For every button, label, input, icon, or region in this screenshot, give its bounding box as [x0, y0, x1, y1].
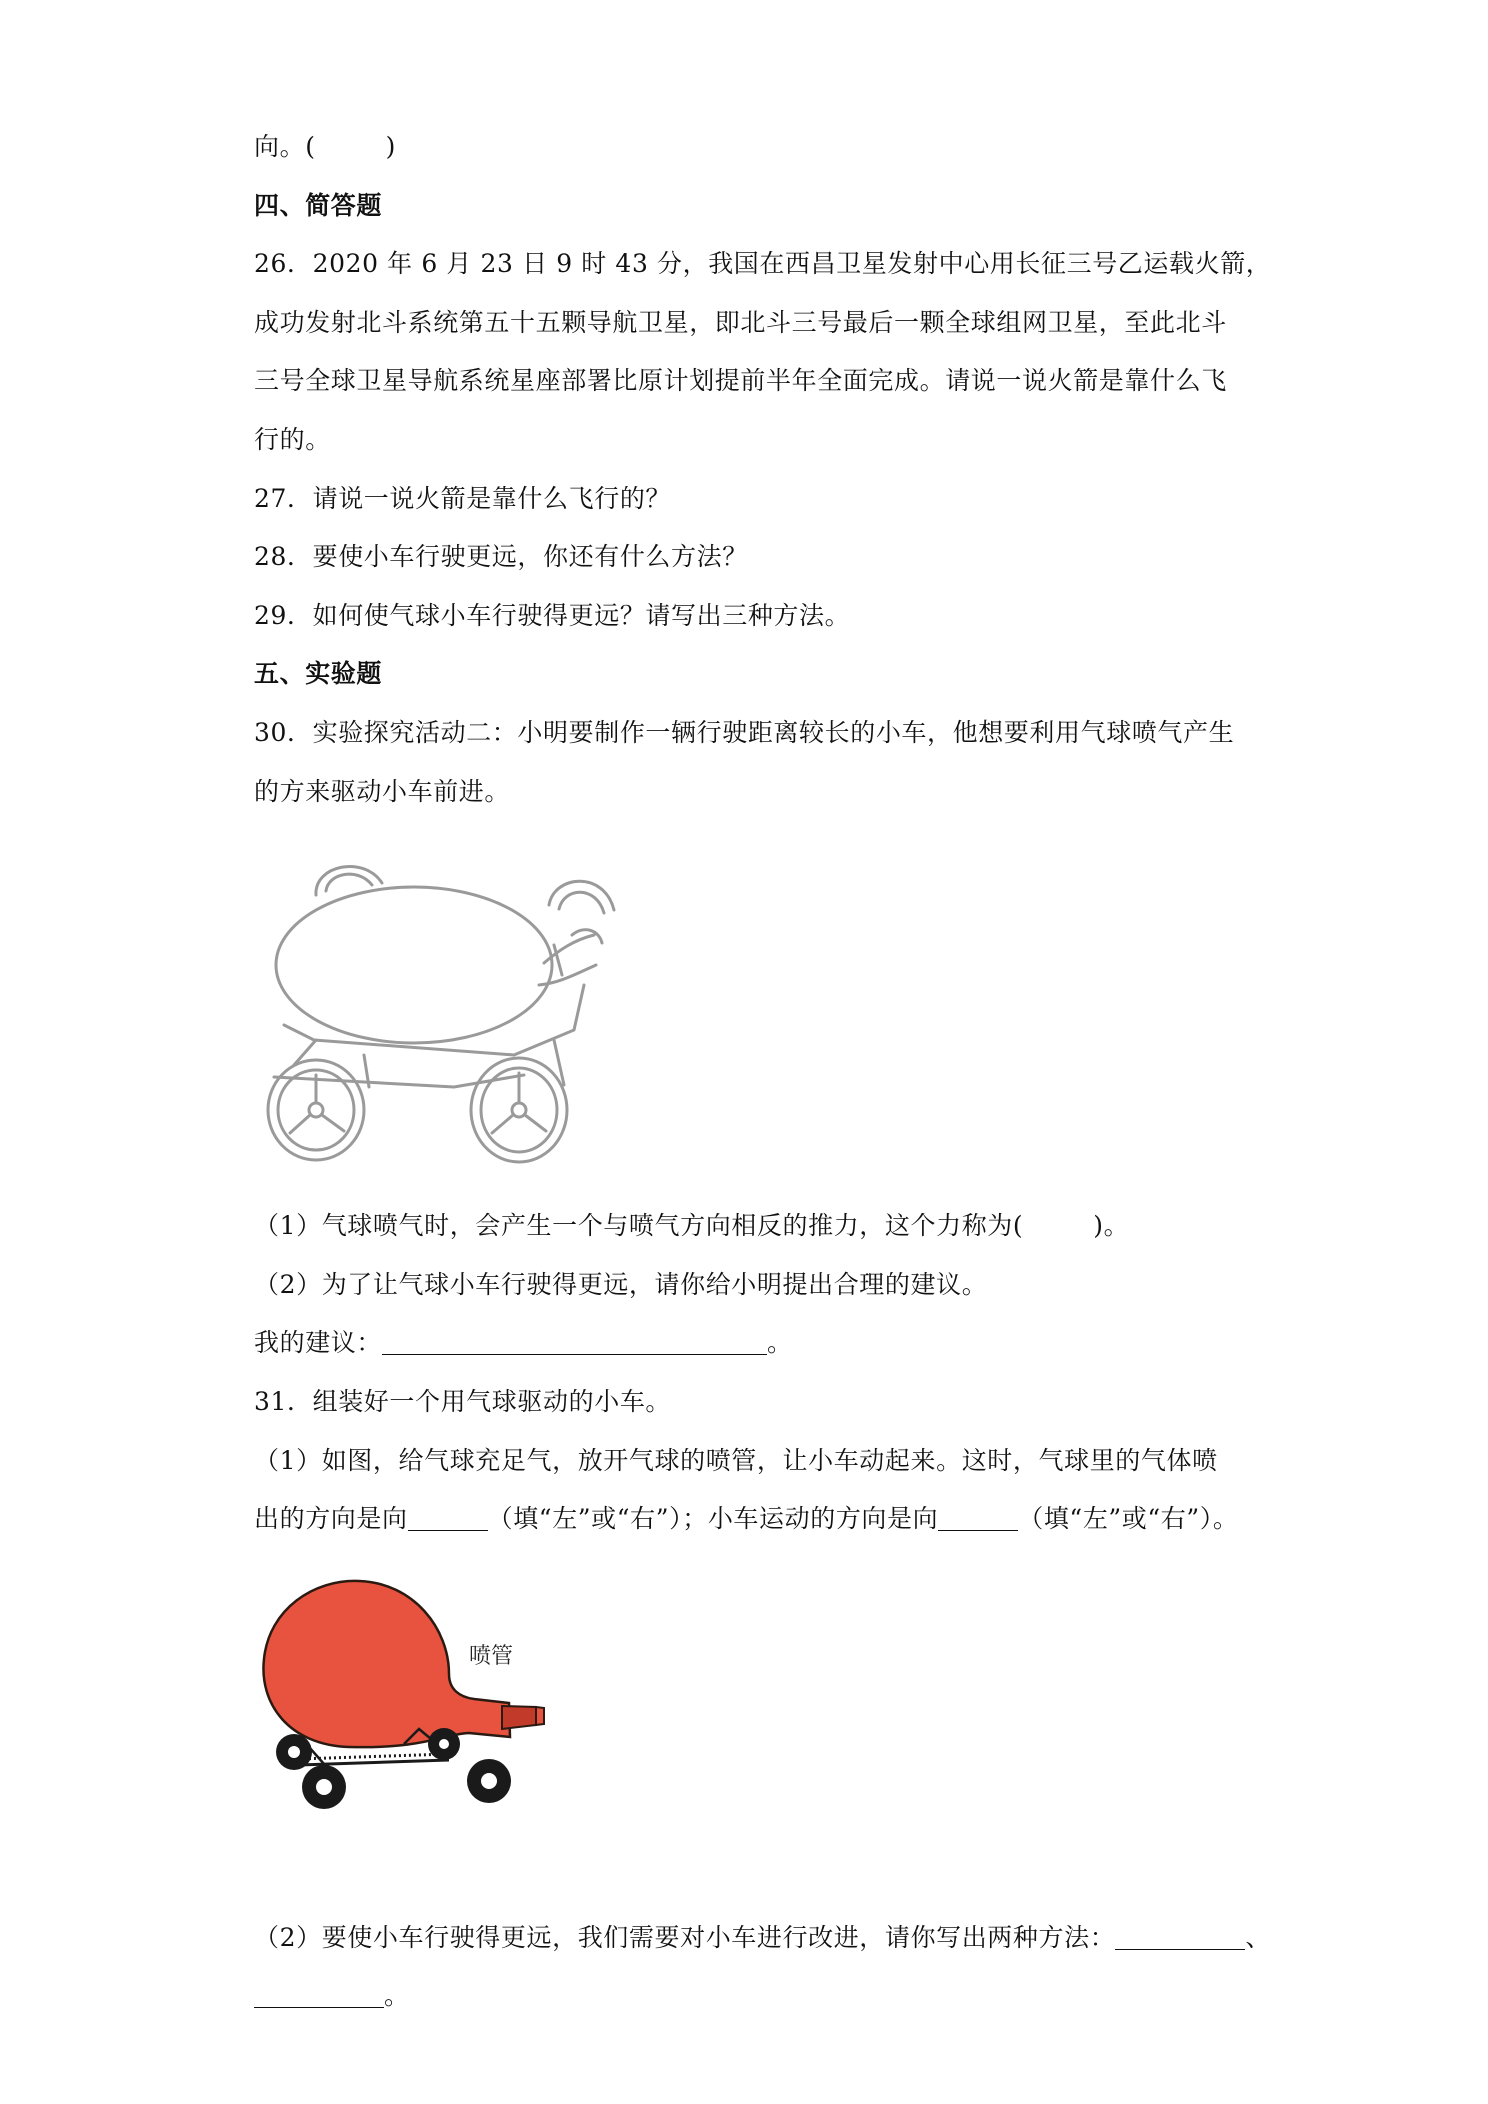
question-31-sub-1-line: （1）如图，给气球充足气，放开气球的喷管，让小车动起来。这时，气球里的气体喷 [254, 1445, 1218, 1475]
question-26-line: 26．2020 年 6 月 23 日 9 时 43 分，我国在西昌卫星发射中心用长征三号乙运载火箭， [254, 249, 1272, 279]
question-30-line: 30．实验探究活动二：小明要制作一辆行驶距离较长的小车，他想要利用气球喷气产生 [254, 717, 1235, 747]
balloon-car-sketch-icon [254, 825, 714, 1197]
car-direction-blank[interactable] [938, 1504, 1018, 1531]
red-balloon-car-figure [254, 1549, 1250, 1909]
question-28: 28．要使小车行驶更远，你还有什么方法？ [254, 542, 748, 572]
question-30-line: 的方来驱动小车前进。 [254, 776, 511, 806]
method-1-blank[interactable] [1115, 1923, 1245, 1950]
gas-direction-blank[interactable] [408, 1504, 488, 1531]
section-heading-short-answer: 四、简答题 [254, 190, 383, 220]
nozzle-label: 喷管 [469, 1643, 514, 1669]
question-27: 27．请说一说火箭是靠什么飞行的？ [254, 483, 672, 513]
method-2-blank[interactable] [254, 1981, 384, 2008]
suggestion-blank[interactable] [382, 1328, 767, 1355]
question-29: 29．如何使气球小车行驶得更远？请写出三种方法。 [254, 600, 851, 630]
question-30-sub-1: （1）气球喷气时，会产生一个与喷气方向相反的推力，这个力称为( )。 [254, 1211, 1130, 1241]
question-26-line: 行的。 [254, 424, 331, 454]
text-line: 向。( ) [254, 132, 396, 161]
question-31-sub-2-cont: 。 [254, 1967, 1250, 2026]
section-heading-experiment: 五、实验题 [254, 659, 383, 689]
question-30-sub-2: （2）为了让气球小车行驶得更远，请你给小明提出合理的建议。 [254, 1269, 988, 1299]
question-26-line: 三号全球卫星导航系统星座部署比原计划提前半年全面完成。请说一说火箭是靠什么飞 [254, 366, 1227, 396]
suggestion-line: 我的建议： 。 [254, 1328, 793, 1358]
red-balloon-car-icon [254, 1549, 574, 1909]
question-31: 31．组装好一个用气球驱动的小车。 [254, 1386, 672, 1416]
question-31-sub-2: （2）要使小车行驶得更远，我们需要对小车进行改进，请你写出两种方法： 、 [254, 1922, 1271, 1952]
question-31-sub-1-line: 出的方向是向 （填“左”或“右”）；小车运动的方向是向 （填“左”或“右”）。 [254, 1504, 1239, 1534]
balloon-car-sketch-figure [254, 825, 1250, 1197]
document-page [254, 118, 1272, 2026]
question-26-line: 成功发射北斗系统第五十五颗导航卫星，即北斗三号最后一颗全球组网卫星，至此北斗 [254, 307, 1227, 337]
